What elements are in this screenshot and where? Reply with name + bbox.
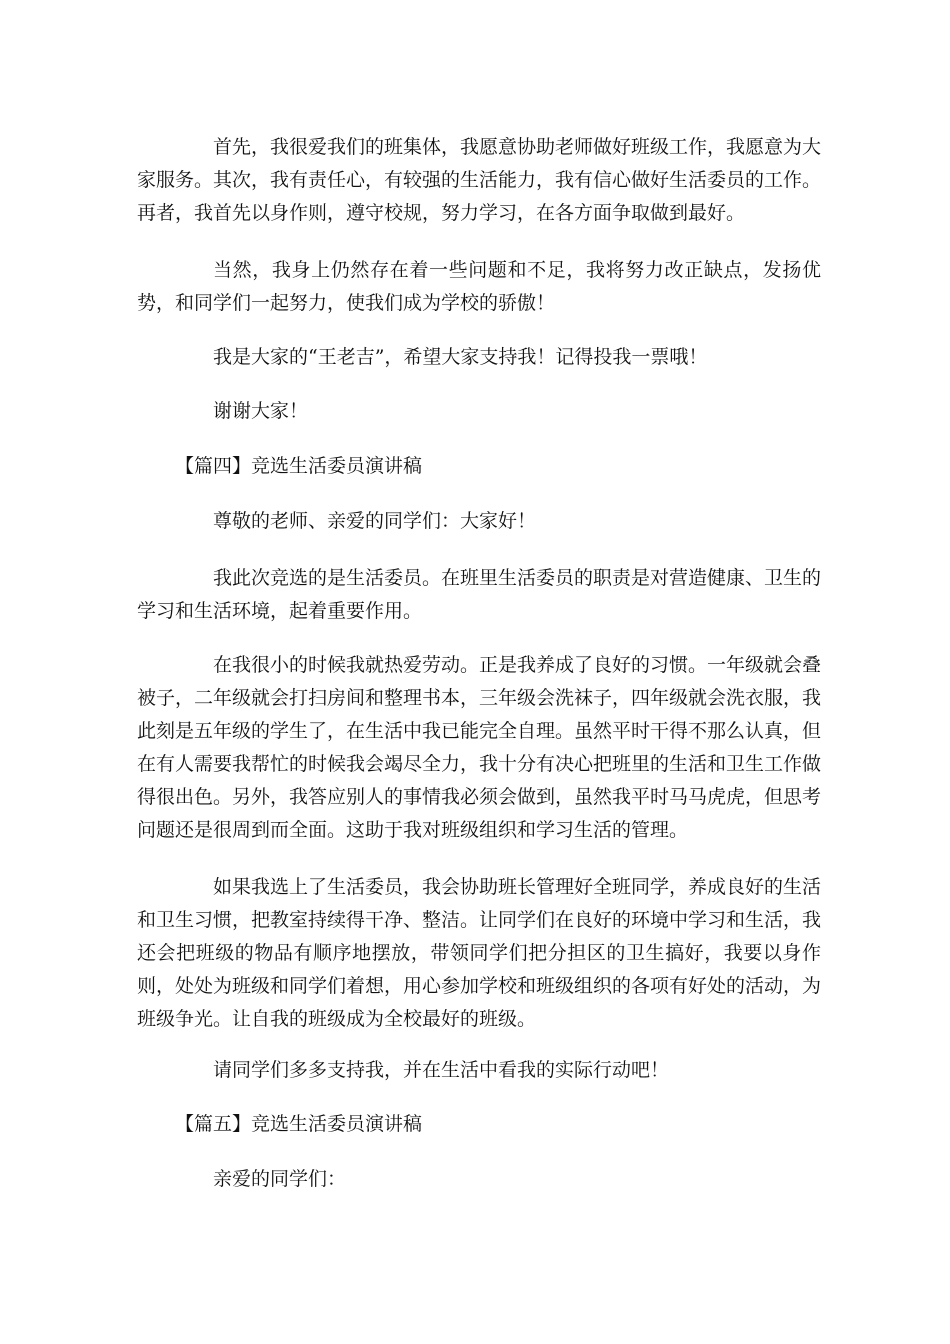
section-heading-five: 【篇五】竞选生活委员演讲稿 <box>175 1113 423 1135</box>
section-four-greeting: 尊敬的老师、亲爱的同学们：大家好！ <box>213 510 537 532</box>
section-four-paragraph-plan: 如果我选上了生活委员，我会协助班长管理好全班同学，养成良好的生活和卫生习惯，把教室持续得干净、整洁。让同学们在良好的环境中学习和生活，我还会把班级的物品有顺序地摆放，带领同学们把分担区的卫生搞好，我要以身作则，处处为班级和同学们着想，用心参加学校和班级组织的各项有好处的活动，为班级争光。让自我的班级成为全校最好的班级。 <box>137 876 822 1030</box>
paragraph-intro-reasons: 首先，我很爱我们的班集体，我愿意协助老师做好班级工作，我愿意为大家服务。其次，我有责任心，有较强的生活能力，我有信心做好生活委员的工作。再者，我首先以身作则，遵守校规，努力学习，在各方面争取做到最好。 <box>137 136 822 224</box>
section-four-paragraph-duty: 我此次竞选的是生活委员。在班里生活委员的职责是对营造健康、卫生的学习和生活环境，起着重要作用。 <box>137 567 822 622</box>
section-five-greeting: 亲爱的同学们： <box>213 1168 347 1190</box>
paragraph-shortcomings: 当然，我身上仍然存在着一些问题和不足，我将努力改正缺点，发扬优势，和同学们一起努力，使我们成为学校的骄傲！ <box>137 259 821 314</box>
section-four-paragraph-experience: 在我很小的时候我就热爱劳动。正是我养成了良好的习惯。一年级就会叠被子，二年级就会打扫房间和整理书本，三年级会洗袜子，四年级就会洗衣服，我此刻是五年级的学生了，在生活中我已能完全自理。虽然平时干得不那么认真，但在有人需要我帮忙的时候我会竭尽全力，我十分有决心把班里的生活和卫生工作做得很出色。另外，我答应别人的事情我必须会做到，虽然我平时马马虎虎，但思考问题还是很周到而全面。这助于我对班级组织和学习生活的管理。 <box>137 654 822 841</box>
paragraph-support-request: 我是大家的“王老吉”，希望大家支持我！记得投我一票哦！ <box>213 346 708 368</box>
paragraph-thanks: 谢谢大家！ <box>213 400 309 422</box>
section-heading-four: 【篇四】竞选生活委员演讲稿 <box>175 455 423 477</box>
section-four-paragraph-closing: 请同学们多多支持我，并在生活中看我的实际行动吧！ <box>213 1059 670 1081</box>
